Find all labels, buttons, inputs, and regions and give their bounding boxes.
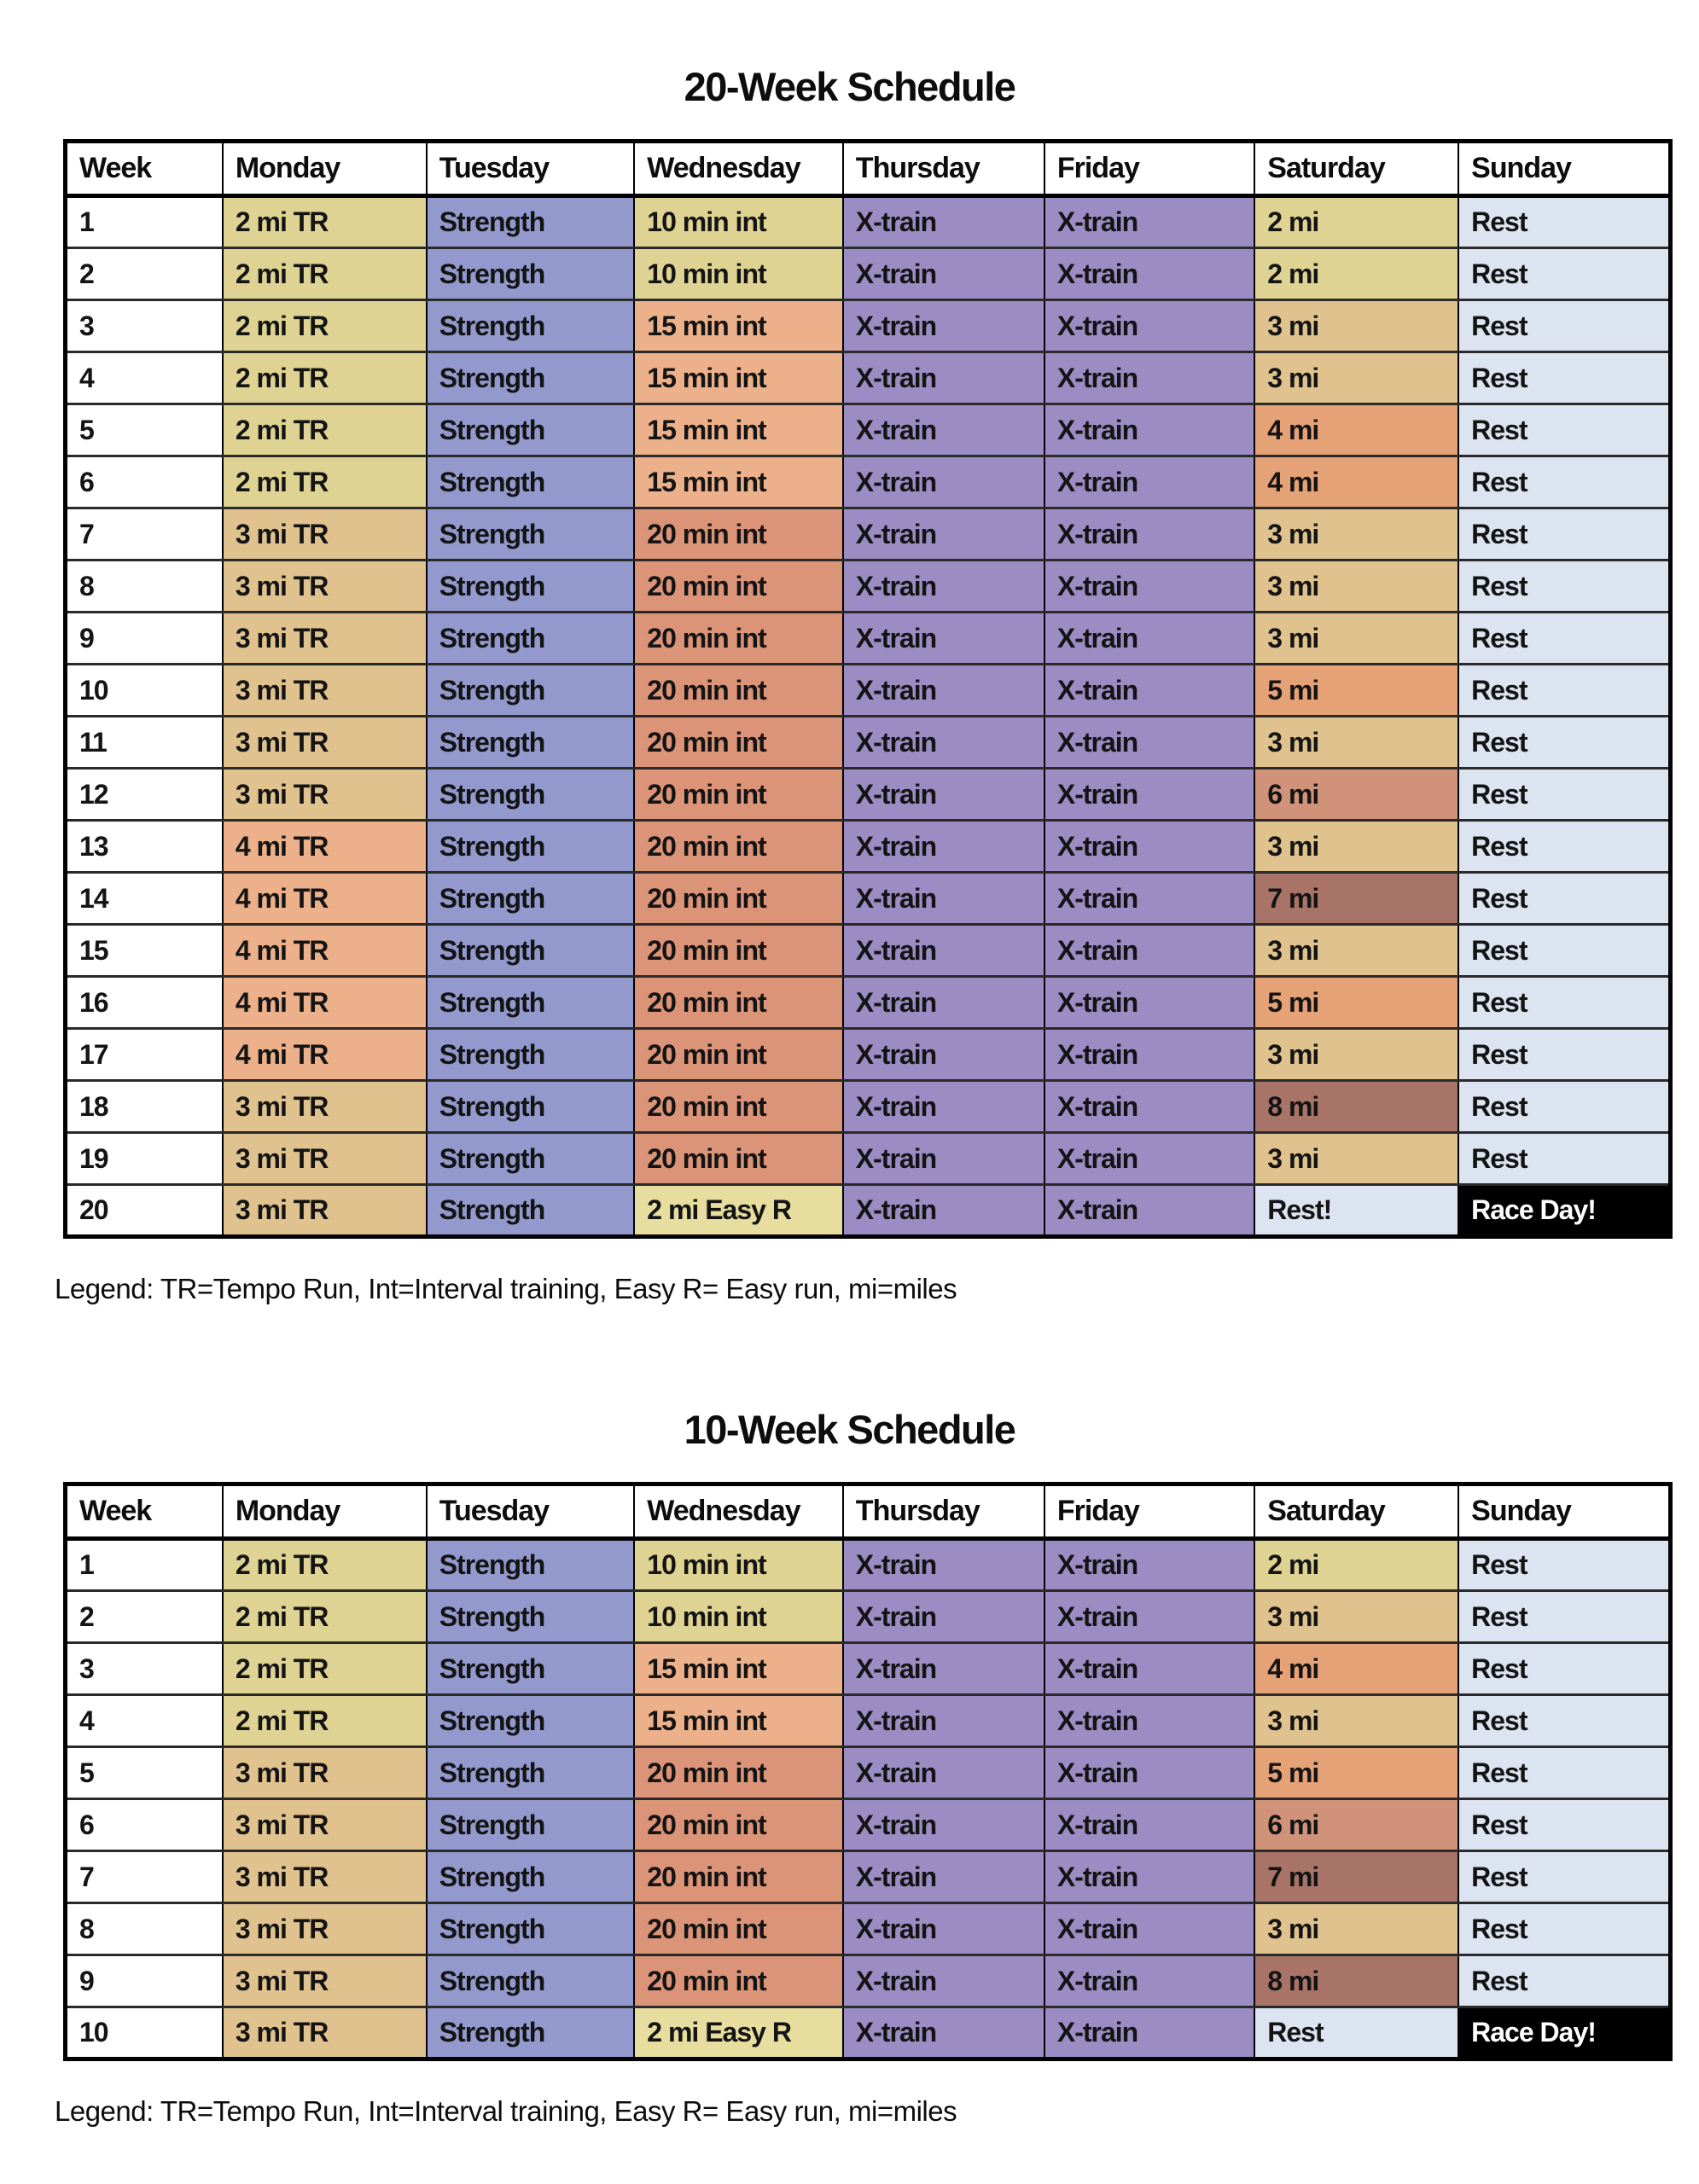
schedule-cell: X-train [1044,769,1254,821]
schedule-cell: Strength [427,821,635,873]
schedule-cell: X-train [1044,821,1254,873]
schedule-cell: 3 mi [1254,821,1458,873]
week-number-cell: 10 [66,665,223,717]
twenty-week-legend: Legend: TR=Tempo Run, Int=Interval training, Easy R= Easy run, mi=miles [55,1273,957,1304]
schedule-cell: Rest [1458,613,1670,665]
week-number-cell: 15 [66,925,223,977]
schedule-cell: X-train [843,1591,1044,1643]
schedule-cell: Strength [427,1747,635,1799]
week-number-cell: 19 [66,1133,223,1185]
schedule-cell: Rest [1458,1133,1670,1185]
schedule-cell: Rest [1458,977,1670,1029]
schedule-cell: 4 mi TR [223,873,427,925]
schedule-cell: 15 min int [634,404,843,456]
schedule-cell: X-train [1044,1799,1254,1851]
schedule-cell: X-train [1044,1539,1254,1591]
schedule-cell: 5 mi [1254,1747,1458,1799]
schedule-cell: X-train [843,1955,1044,2007]
schedule-cell: X-train [843,665,1044,717]
column-header: Week [66,1484,223,1539]
schedule-cell: X-train [1044,1185,1254,1237]
schedule-cell: Rest [1458,248,1670,300]
schedule-cell: 3 mi [1254,352,1458,404]
schedule-cell: 3 mi TR [223,717,427,769]
schedule-cell: X-train [1044,508,1254,561]
schedule-cell: X-train [843,196,1044,248]
table-row [66,613,1671,665]
table-row [66,769,1671,821]
schedule-cell: X-train [843,1799,1044,1851]
schedule-cell: X-train [843,508,1044,561]
week-number-cell: 3 [66,1643,223,1695]
schedule-cell: X-train [1044,1747,1254,1799]
week-number-cell: 1 [66,196,223,248]
schedule-cell: X-train [843,1851,1044,1903]
schedule-cell: X-train [1044,1643,1254,1695]
schedule-cell: X-train [1044,1903,1254,1955]
schedule-cell: X-train [843,1643,1044,1695]
schedule-cell: Strength [427,977,635,1029]
schedule-cell: Strength [427,925,635,977]
ten-week-table-wrap [63,1482,1673,2061]
column-header: Wednesday [634,1484,843,1539]
week-number-cell: 2 [66,248,223,300]
column-header: Sunday [1458,1484,1670,1539]
schedule-cell: 8 mi [1254,1081,1458,1133]
schedule-cell: Strength [427,2007,635,2059]
schedule-cell: Rest [1458,1799,1670,1851]
schedule-cell: X-train [843,248,1044,300]
schedule-cell: 3 mi TR [223,1955,427,2007]
schedule-cell: Rest [1458,1851,1670,1903]
schedule-cell: Rest [1458,352,1670,404]
week-number-cell: 1 [66,1539,223,1591]
schedule-cell: 2 mi [1254,196,1458,248]
schedule-cell: X-train [1044,561,1254,613]
schedule-cell: Strength [427,196,635,248]
schedule-cell: Strength [427,1081,635,1133]
schedule-cell: X-train [843,1029,1044,1081]
table-row [66,1643,1671,1695]
schedule-cell: Strength [427,1591,635,1643]
schedule-cell: 2 mi TR [223,196,427,248]
schedule-cell: 2 mi Easy R [634,2007,843,2059]
schedule-cell: 3 mi TR [223,1799,427,1851]
schedule-cell: Strength [427,561,635,613]
schedule-cell: Strength [427,1799,635,1851]
schedule-cell: 3 mi TR [223,1747,427,1799]
schedule-cell: X-train [843,2007,1044,2059]
column-header: Tuesday [427,1484,635,1539]
schedule-cell: 4 mi TR [223,1029,427,1081]
schedule-cell: X-train [1044,717,1254,769]
week-number-cell: 9 [66,613,223,665]
week-number-cell: 6 [66,1799,223,1851]
schedule-cell: Rest [1458,1029,1670,1081]
schedule-cell: 8 mi [1254,1955,1458,2007]
schedule-cell: 4 mi TR [223,977,427,1029]
schedule-cell: Strength [427,1133,635,1185]
schedule-table [63,139,1673,1239]
schedule-cell: Race Day! [1458,2007,1670,2059]
schedule-cell: 3 mi TR [223,613,427,665]
schedule-cell: 20 min int [634,508,843,561]
table-row [66,1591,1671,1643]
schedule-cell: X-train [1044,352,1254,404]
column-header: Saturday [1254,1484,1458,1539]
schedule-cell: 4 mi [1254,456,1458,508]
week-number-cell: 20 [66,1185,223,1237]
schedule-cell: Strength [427,508,635,561]
schedule-cell: 3 mi [1254,1903,1458,1955]
schedule-cell: 20 min int [634,1133,843,1185]
schedule-cell: Strength [427,769,635,821]
schedule-cell: 20 min int [634,873,843,925]
schedule-cell: X-train [1044,1695,1254,1747]
schedule-cell: Rest [1458,1955,1670,2007]
schedule-cell: Strength [427,352,635,404]
schedule-cell: 20 min int [634,977,843,1029]
table-row [66,1955,1671,2007]
schedule-cell: Rest [1458,769,1670,821]
schedule-cell: X-train [1044,456,1254,508]
schedule-cell: 3 mi [1254,300,1458,352]
schedule-cell: X-train [843,561,1044,613]
schedule-cell: X-train [1044,1081,1254,1133]
table-row [66,1081,1671,1133]
schedule-cell: Rest [1458,196,1670,248]
week-number-cell: 9 [66,1955,223,2007]
table-row [66,1185,1671,1237]
schedule-cell: X-train [1044,300,1254,352]
schedule-cell: X-train [843,1185,1044,1237]
column-header: Sunday [1458,142,1670,196]
schedule-cell: Rest! [1254,1185,1458,1237]
week-number-cell: 18 [66,1081,223,1133]
table-row [66,821,1671,873]
schedule-cell: Strength [427,1903,635,1955]
schedule-cell: 6 mi [1254,1799,1458,1851]
schedule-cell: X-train [843,1695,1044,1747]
schedule-cell: Rest [1458,873,1670,925]
schedule-cell: Rest [1458,300,1670,352]
schedule-cell: 2 mi TR [223,300,427,352]
schedule-cell: X-train [1044,404,1254,456]
table-row [66,717,1671,769]
week-number-cell: 3 [66,300,223,352]
schedule-cell: Strength [427,717,635,769]
table-row [66,561,1671,613]
schedule-cell: X-train [1044,977,1254,1029]
schedule-cell: 2 mi [1254,248,1458,300]
schedule-cell: Strength [427,1029,635,1081]
schedule-cell: 2 mi TR [223,1695,427,1747]
schedule-cell: 2 mi TR [223,248,427,300]
table-row [66,404,1671,456]
schedule-cell: 3 mi [1254,1695,1458,1747]
schedule-cell: 2 mi TR [223,1539,427,1591]
schedule-cell: Rest [1458,1081,1670,1133]
week-number-cell: 14 [66,873,223,925]
schedule-cell: X-train [843,404,1044,456]
week-number-cell: 4 [66,1695,223,1747]
schedule-cell: Strength [427,613,635,665]
schedule-cell: 4 mi [1254,404,1458,456]
table-row [66,1539,1671,1591]
schedule-cell: 20 min int [634,1799,843,1851]
schedule-cell: 3 mi TR [223,508,427,561]
schedule-cell: 7 mi [1254,873,1458,925]
schedule-cell: 20 min int [634,1747,843,1799]
schedule-cell: 10 min int [634,248,843,300]
schedule-cell: 3 mi [1254,1029,1458,1081]
schedule-cell: 3 mi TR [223,1903,427,1955]
twenty-week-table-wrap [63,139,1673,1239]
schedule-cell: X-train [1044,1029,1254,1081]
schedule-cell: 20 min int [634,561,843,613]
schedule-cell: Strength [427,456,635,508]
week-number-cell: 5 [66,404,223,456]
schedule-cell: 20 min int [634,1081,843,1133]
schedule-cell: 20 min int [634,1029,843,1081]
column-header: Week [66,142,223,196]
schedule-cell: Strength [427,1185,635,1237]
schedule-cell: Rest [1458,717,1670,769]
schedule-cell: 20 min int [634,613,843,665]
schedule-cell: Race Day! [1458,1185,1670,1237]
table-row [66,1903,1671,1955]
schedule-cell: 3 mi [1254,613,1458,665]
week-number-cell: 7 [66,1851,223,1903]
schedule-cell: X-train [1044,248,1254,300]
schedule-cell: X-train [1044,1955,1254,2007]
header-row [66,142,1671,196]
schedule-cell: X-train [843,1133,1044,1185]
schedule-cell: 15 min int [634,352,843,404]
schedule-cell: 15 min int [634,456,843,508]
schedule-cell: Rest [1458,508,1670,561]
schedule-cell: 15 min int [634,1643,843,1695]
schedule-cell: X-train [843,1081,1044,1133]
schedule-cell: Rest [1458,1695,1670,1747]
schedule-cell: 3 mi [1254,561,1458,613]
schedule-cell: 2 mi TR [223,352,427,404]
ten-week-schedule-title: 10-Week Schedule [684,1407,1015,1452]
schedule-cell: 15 min int [634,1695,843,1747]
week-number-cell: 4 [66,352,223,404]
column-header: Friday [1044,142,1254,196]
column-header: Wednesday [634,142,843,196]
week-number-cell: 2 [66,1591,223,1643]
schedule-cell: Strength [427,1851,635,1903]
schedule-cell: Rest [1458,1591,1670,1643]
schedule-cell: 2 mi Easy R [634,1185,843,1237]
week-number-cell: 13 [66,821,223,873]
schedule-cell: 20 min int [634,1903,843,1955]
week-number-cell: 11 [66,717,223,769]
week-number-cell: 8 [66,1903,223,1955]
week-number-cell: 8 [66,561,223,613]
schedule-cell: Strength [427,1539,635,1591]
schedule-cell: X-train [843,717,1044,769]
schedule-cell: 4 mi TR [223,925,427,977]
schedule-cell: 10 min int [634,196,843,248]
schedule-cell: X-train [1044,873,1254,925]
schedule-cell: Strength [427,404,635,456]
table-row [66,508,1671,561]
schedule-cell: 20 min int [634,925,843,977]
schedule-cell: 20 min int [634,1955,843,2007]
schedule-cell: 2 mi TR [223,1643,427,1695]
schedule-cell: 3 mi TR [223,2007,427,2059]
schedule-cell: Rest [1254,2007,1458,2059]
column-header: Monday [223,142,427,196]
schedule-cell: 20 min int [634,717,843,769]
schedule-cell: X-train [843,352,1044,404]
schedule-cell: X-train [843,925,1044,977]
schedule-cell: X-train [843,300,1044,352]
table-row [66,665,1671,717]
table-row [66,1799,1671,1851]
schedule-cell: Strength [427,1695,635,1747]
twenty-week-schedule-title: 20-Week Schedule [684,64,1015,109]
table-row [66,352,1671,404]
schedule-cell: Rest [1458,821,1670,873]
schedule-cell: X-train [1044,613,1254,665]
schedule-cell: X-train [843,1539,1044,1591]
schedule-cell: X-train [843,1903,1044,1955]
schedule-cell: 3 mi [1254,508,1458,561]
schedule-cell: 3 mi [1254,925,1458,977]
schedule-cell: 2 mi TR [223,1591,427,1643]
schedule-cell: 3 mi TR [223,1185,427,1237]
table-row [66,873,1671,925]
schedule-cell: 3 mi TR [223,1081,427,1133]
table-row [66,1747,1671,1799]
table-row [66,300,1671,352]
table-row [66,1695,1671,1747]
schedule-cell: X-train [843,456,1044,508]
schedule-cell: Rest [1458,404,1670,456]
column-header: Tuesday [427,142,635,196]
table-row [66,1133,1671,1185]
schedule-cell: Rest [1458,925,1670,977]
schedule-cell: 3 mi [1254,1591,1458,1643]
schedule-cell: X-train [1044,1591,1254,1643]
schedule-cell: X-train [1044,1851,1254,1903]
schedule-cell: X-train [843,1747,1044,1799]
table-row [66,1029,1671,1081]
schedule-cell: 3 mi TR [223,1133,427,1185]
schedule-cell: X-train [1044,925,1254,977]
schedule-cell: 3 mi TR [223,665,427,717]
schedule-cell: 3 mi [1254,1133,1458,1185]
schedule-cell: 3 mi TR [223,561,427,613]
week-number-cell: 7 [66,508,223,561]
schedule-cell: Strength [427,1955,635,2007]
schedule-cell: 20 min int [634,665,843,717]
schedule-cell: 3 mi TR [223,769,427,821]
week-number-cell: 12 [66,769,223,821]
schedule-cell: X-train [843,977,1044,1029]
schedule-cell: X-train [1044,1133,1254,1185]
week-number-cell: 10 [66,2007,223,2059]
schedule-cell: Strength [427,665,635,717]
schedule-cell: Strength [427,248,635,300]
schedule-cell: 7 mi [1254,1851,1458,1903]
schedule-cell: 20 min int [634,821,843,873]
column-header: Friday [1044,1484,1254,1539]
schedule-cell: Rest [1458,1903,1670,1955]
ten-week-legend: Legend: TR=Tempo Run, Int=Interval training, Easy R= Easy run, mi=miles [55,2095,957,2127]
table-row [66,2007,1671,2059]
schedule-cell: 4 mi [1254,1643,1458,1695]
column-header: Saturday [1254,142,1458,196]
schedule-cell: 5 mi [1254,977,1458,1029]
schedule-table [63,1482,1673,2061]
schedule-cell: 2 mi [1254,1539,1458,1591]
schedule-cell: Strength [427,873,635,925]
schedule-cell: X-train [843,821,1044,873]
table-row [66,456,1671,508]
schedule-cell: 6 mi [1254,769,1458,821]
schedule-cell: X-train [843,613,1044,665]
week-number-cell: 17 [66,1029,223,1081]
schedule-cell: Rest [1458,665,1670,717]
column-header: Thursday [843,1484,1044,1539]
schedule-cell: Rest [1458,456,1670,508]
column-header: Thursday [843,142,1044,196]
table-row [66,248,1671,300]
header-row [66,1484,1671,1539]
schedule-cell: 10 min int [634,1539,843,1591]
schedule-cell: 20 min int [634,1851,843,1903]
table-row [66,196,1671,248]
schedule-cell: Strength [427,1643,635,1695]
schedule-cell: X-train [843,769,1044,821]
schedule-cell: X-train [1044,2007,1254,2059]
schedule-cell: Rest [1458,561,1670,613]
table-row [66,977,1671,1029]
schedule-cell: X-train [843,873,1044,925]
schedule-cell: 3 mi TR [223,1851,427,1903]
schedule-cell: Rest [1458,1747,1670,1799]
schedule-cell: 3 mi [1254,717,1458,769]
column-header: Monday [223,1484,427,1539]
schedule-cell: X-train [1044,665,1254,717]
table-row [66,925,1671,977]
schedule-cell: 4 mi TR [223,821,427,873]
schedule-cell: Rest [1458,1643,1670,1695]
week-number-cell: 6 [66,456,223,508]
schedule-cell: 10 min int [634,1591,843,1643]
schedule-cell: X-train [1044,196,1254,248]
schedule-cell: 15 min int [634,300,843,352]
schedule-cell: Rest [1458,1539,1670,1591]
schedule-cell: 5 mi [1254,665,1458,717]
schedule-cell: 2 mi TR [223,404,427,456]
schedule-cell: 2 mi TR [223,456,427,508]
table-row [66,1851,1671,1903]
week-number-cell: 16 [66,977,223,1029]
week-number-cell: 5 [66,1747,223,1799]
schedule-cell: Strength [427,300,635,352]
schedule-cell: 20 min int [634,769,843,821]
